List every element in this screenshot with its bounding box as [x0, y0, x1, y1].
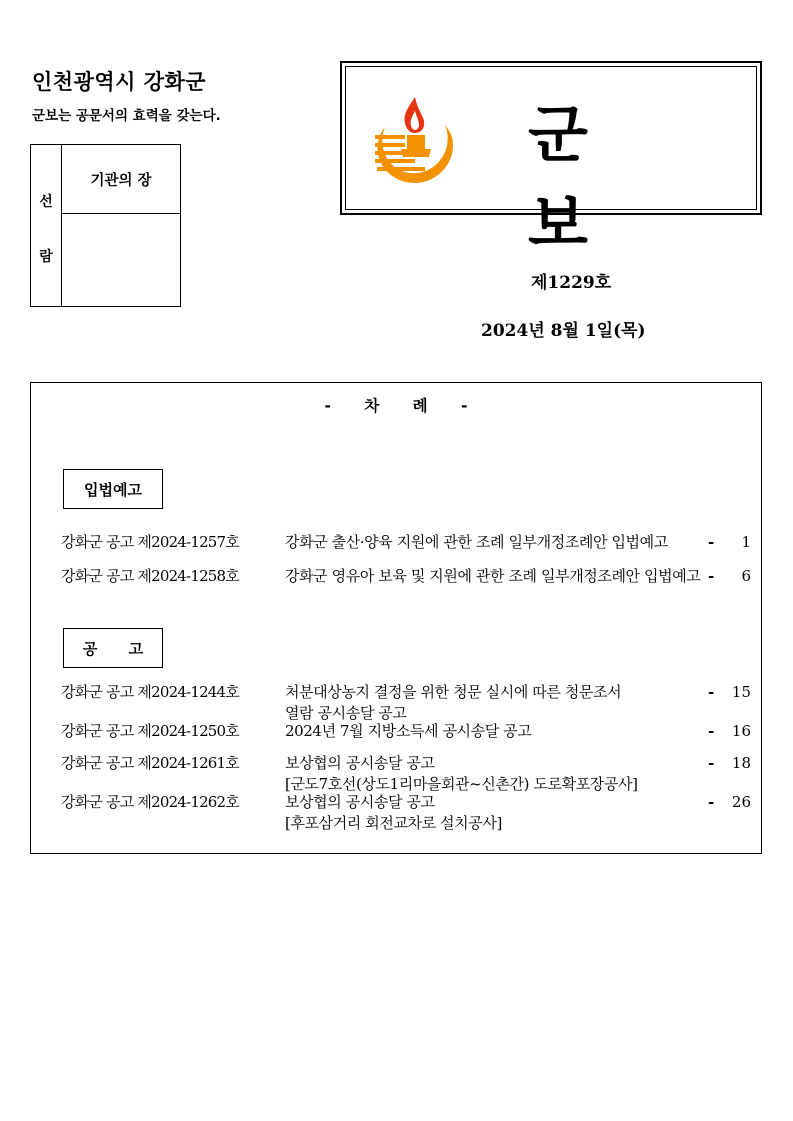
- leader-dash: -: [708, 567, 715, 585]
- leader-dash: -: [708, 683, 715, 701]
- notice-subject: 강화군 출산·양육 지원에 관한 조례 일부개정조례안 입법예고: [285, 533, 668, 551]
- notice-subject: 2024년 7월 지방소득세 공시송달 공고: [285, 722, 532, 740]
- page-number: 6: [741, 567, 751, 585]
- issue-date: 2024년 8월 1일(목): [481, 321, 646, 341]
- notice-subject: 처분대상농지 결정을 위한 청문 실시에 따른 청문조서: [285, 683, 622, 701]
- agency-head-label: 기관의 장: [62, 145, 180, 214]
- table-of-contents: [30, 382, 762, 854]
- circulation-side-column: [31, 145, 62, 306]
- leader-dash: -: [708, 754, 715, 772]
- notice-number: 강화군 공고 제2024-1261호: [61, 754, 239, 772]
- circulation-side-char: 람: [39, 249, 53, 265]
- circulation-side-char: 선: [39, 194, 53, 210]
- page-number: 15: [731, 683, 751, 701]
- notice-number: 강화군 공고 제2024-1262호: [61, 793, 239, 811]
- bulletin-title: 군 보: [528, 98, 658, 260]
- page-number: 18: [731, 754, 751, 772]
- notice-number: 강화군 공고 제2024-1244호: [61, 683, 239, 701]
- section-heading-legislative-notice: 입법예고: [63, 469, 163, 509]
- notice-subject: 강화군 영유아 보육 및 지원에 관한 조례 일부개정조례안 입법예고: [285, 567, 701, 585]
- circulation-table: [30, 144, 181, 307]
- notice-number: 강화군 공고 제2024-1258호: [61, 567, 239, 585]
- notice-subject-continued: [군도7호선(상도1리마을회관~신촌간) 도로확포장공사]: [285, 775, 638, 793]
- notice-subject: 보상협의 공시송달 공고: [285, 754, 435, 772]
- leader-dash: -: [708, 722, 715, 740]
- section-heading-public-notice: 공 고: [63, 628, 163, 668]
- masthead: [340, 61, 762, 260]
- page-number: 16: [731, 722, 751, 740]
- validity-notice: 군보는 공문서의 효력을 갖는다.: [32, 108, 221, 124]
- page-number: 26: [731, 793, 751, 811]
- leader-dash: -: [708, 533, 715, 551]
- notice-number: 강화군 공고 제2024-1250호: [61, 722, 239, 740]
- page-number: 1: [741, 533, 751, 551]
- issue-number: 제1229호: [531, 273, 612, 293]
- notice-subject-continued: [후포삼거리 회전교차로 설치공사]: [285, 814, 502, 832]
- county-emblem-icon: [371, 95, 459, 189]
- notice-number: 강화군 공고 제2024-1257호: [61, 533, 239, 551]
- org-title: 인천광역시 강화군: [32, 70, 207, 94]
- leader-dash: -: [708, 793, 715, 811]
- toc-title: - 차 례 -: [324, 397, 468, 415]
- notice-subject-continued: 열람 공시송달 공고: [285, 704, 407, 722]
- notice-subject: 보상협의 공시송달 공고: [285, 793, 435, 811]
